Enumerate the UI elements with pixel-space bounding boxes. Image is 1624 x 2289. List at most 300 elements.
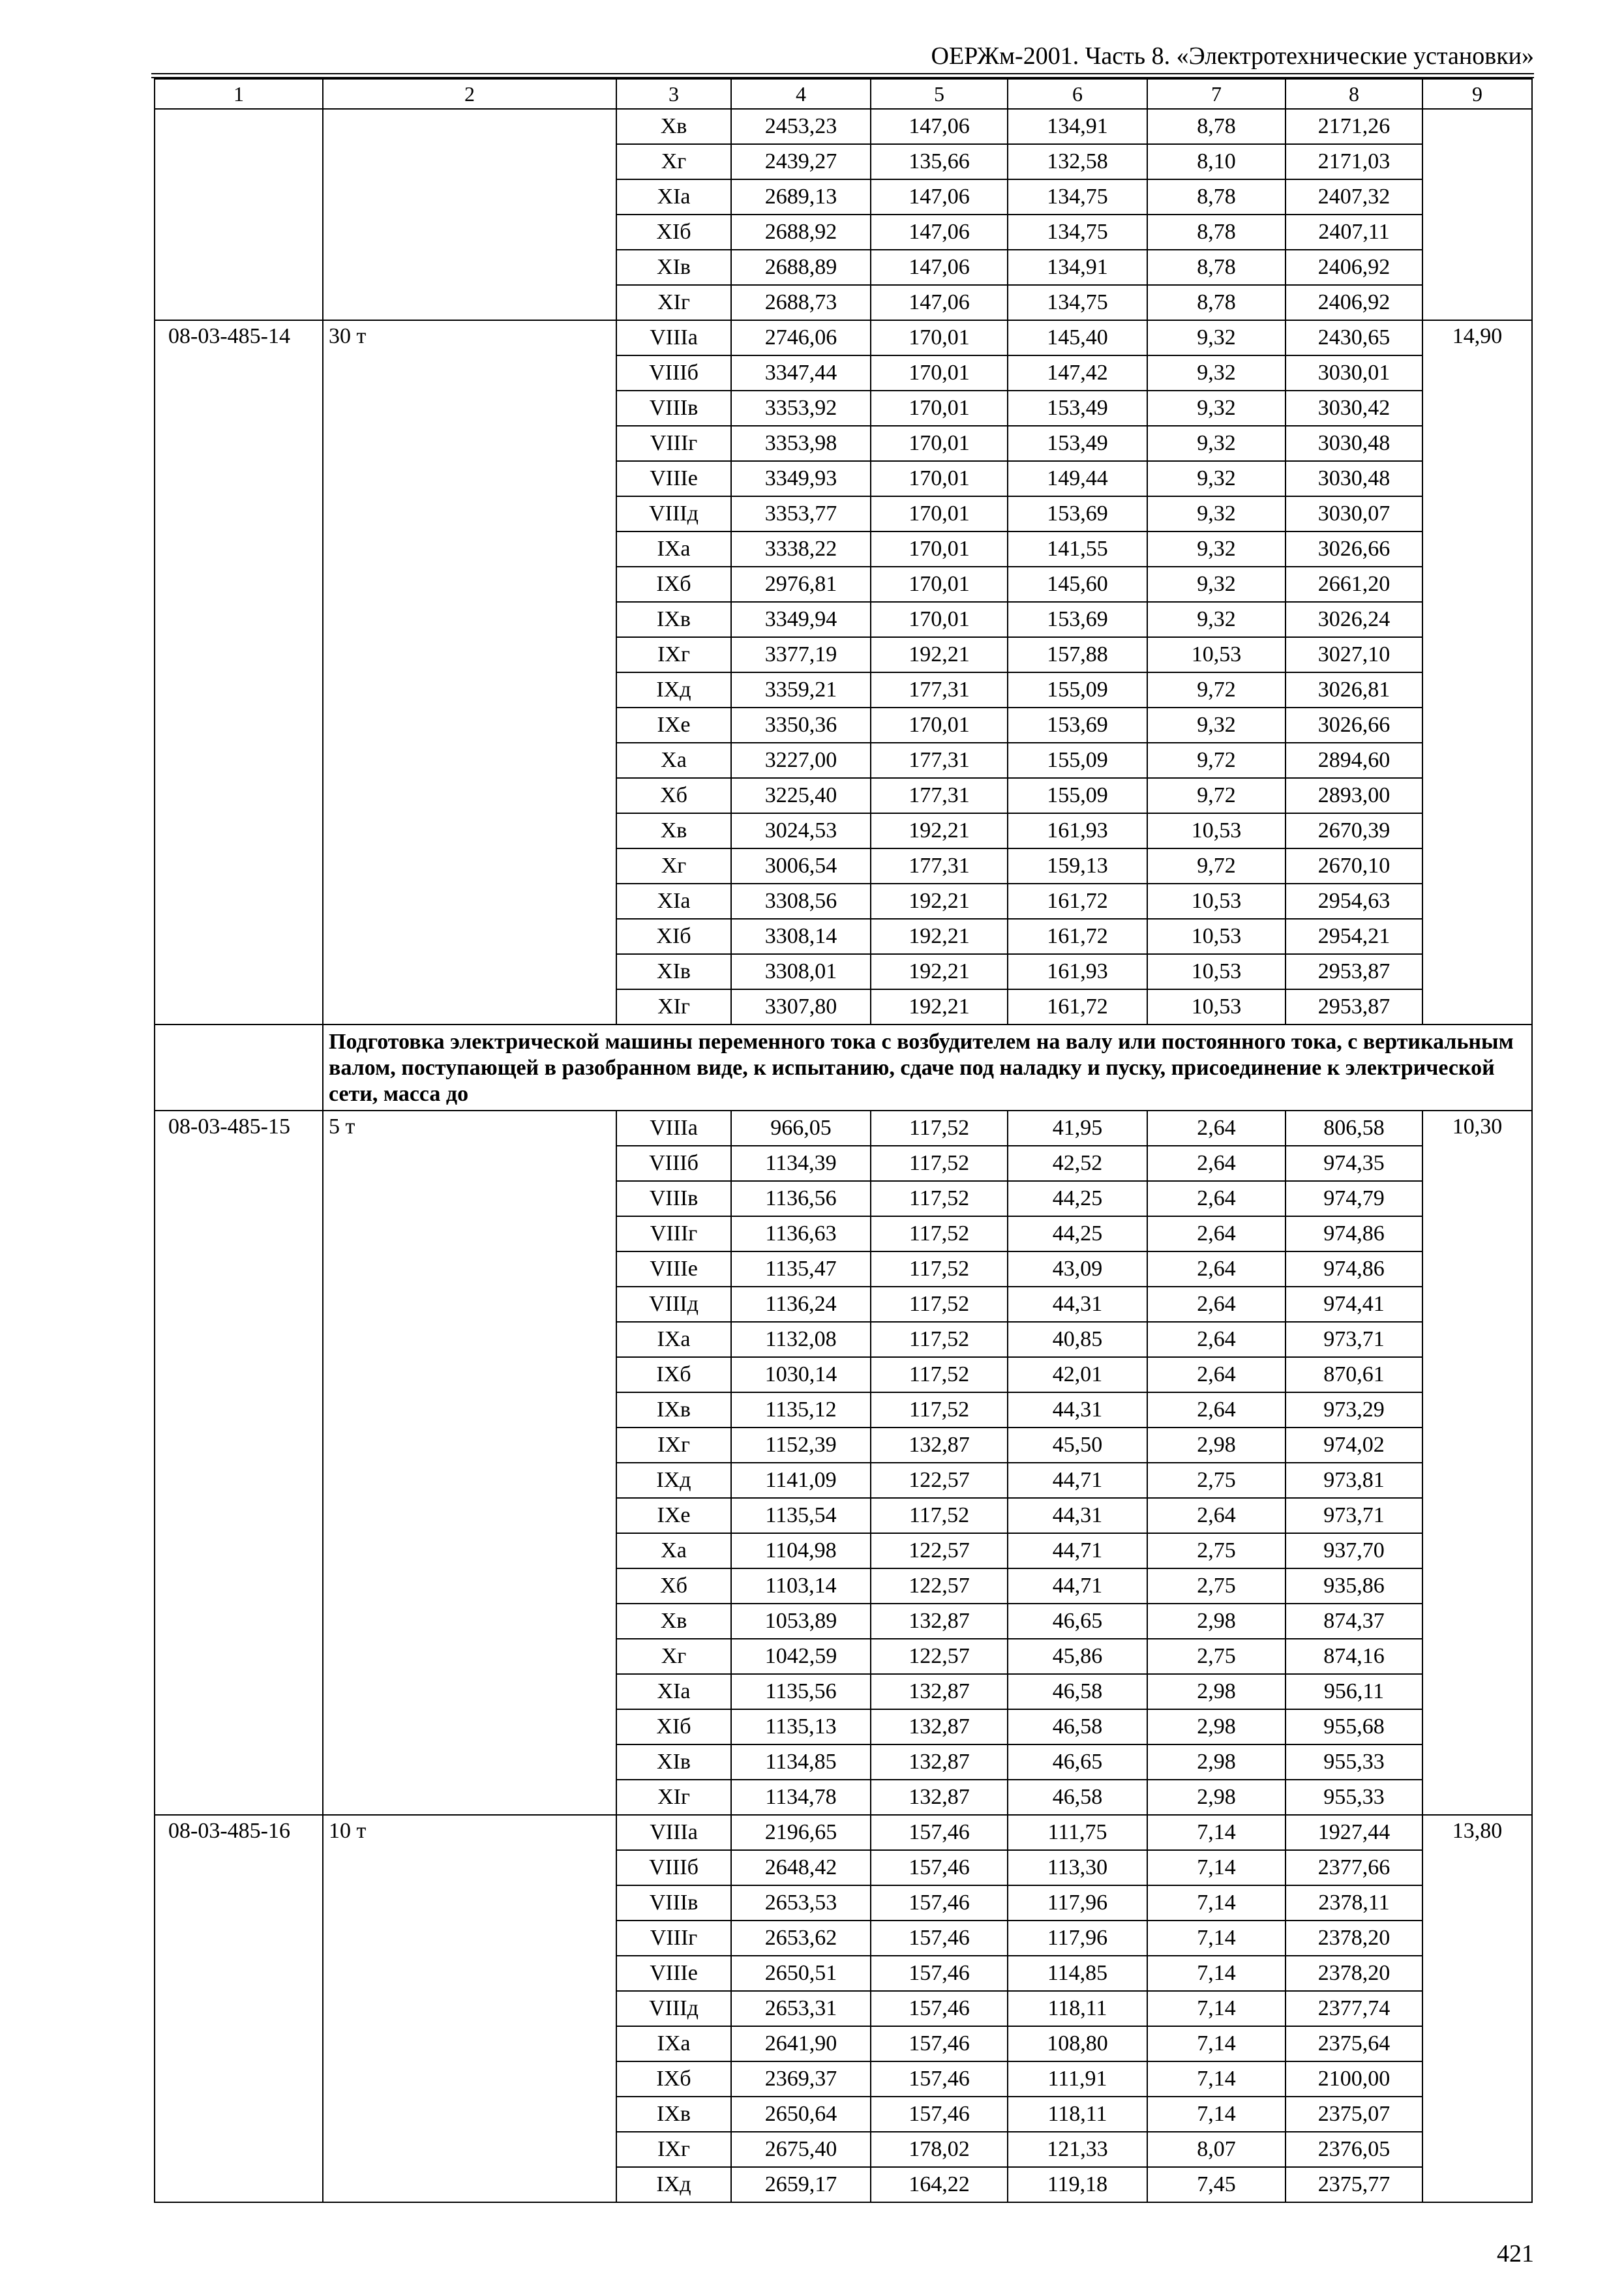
wages-cell: 157,46 xyxy=(871,1885,1008,1921)
materials-cell: 973,81 xyxy=(1286,1463,1422,1498)
machine-cost-cell: 44,71 xyxy=(1008,1533,1147,1568)
wages-cell: 157,46 xyxy=(871,1815,1008,1850)
materials-cell: 2954,63 xyxy=(1286,884,1422,919)
machinist-wages-cell: 8,07 xyxy=(1147,2132,1286,2167)
materials-cell: 2953,87 xyxy=(1286,989,1422,1025)
wages-cell: 122,57 xyxy=(871,1568,1008,1604)
wages-cell: 157,46 xyxy=(871,2061,1008,2097)
materials-cell: 3026,81 xyxy=(1286,672,1422,708)
page-number: 421 xyxy=(1497,2240,1534,2267)
table-row xyxy=(155,1815,1532,1850)
total-cost-cell: 2439,27 xyxy=(731,144,871,179)
total-cost-cell: 3308,01 xyxy=(731,954,871,989)
materials-cell: 2171,26 xyxy=(1286,109,1422,144)
materials-cell: 2378,20 xyxy=(1286,1921,1422,1956)
materials-cell: 2670,10 xyxy=(1286,848,1422,884)
materials-cell: 2954,21 xyxy=(1286,919,1422,954)
total-cost-cell: 1134,39 xyxy=(731,1146,871,1181)
materials-cell: 974,35 xyxy=(1286,1146,1422,1181)
zone-cell: Xа xyxy=(616,743,731,778)
materials-cell: 3030,07 xyxy=(1286,496,1422,531)
machinist-wages-cell: 9,32 xyxy=(1147,531,1286,567)
total-cost-cell: 3225,40 xyxy=(731,778,871,813)
machine-cost-cell: 44,31 xyxy=(1008,1287,1147,1322)
materials-cell: 2377,66 xyxy=(1286,1850,1422,1885)
materials-cell: 2375,77 xyxy=(1286,2167,1422,2202)
wages-cell: 122,57 xyxy=(871,1533,1008,1568)
total-cost-cell: 3347,44 xyxy=(731,355,871,391)
machine-cost-cell: 153,69 xyxy=(1008,496,1147,531)
zone-cell: VIIIв xyxy=(616,1885,731,1921)
zone-cell: IXб xyxy=(616,1357,731,1392)
mass-cell: 10 т xyxy=(323,1815,616,2202)
machinist-wages-cell: 9,32 xyxy=(1147,708,1286,743)
wages-cell: 192,21 xyxy=(871,919,1008,954)
wages-cell: 170,01 xyxy=(871,567,1008,602)
machinist-wages-cell: 7,14 xyxy=(1147,1885,1286,1921)
wages-cell: 132,87 xyxy=(871,1780,1008,1815)
wages-cell: 192,21 xyxy=(871,989,1008,1025)
column-number-row xyxy=(155,79,1532,109)
machine-cost-cell: 161,93 xyxy=(1008,954,1147,989)
wages-cell: 147,06 xyxy=(871,215,1008,250)
total-cost-cell: 1104,98 xyxy=(731,1533,871,1568)
labor-norm-cell: 13,80 xyxy=(1422,1815,1532,2202)
machine-cost-cell: 44,71 xyxy=(1008,1463,1147,1498)
machinist-wages-cell: 10,53 xyxy=(1147,884,1286,919)
materials-cell: 2171,03 xyxy=(1286,144,1422,179)
zone-cell: VIIIг xyxy=(616,1216,731,1251)
materials-cell: 2953,87 xyxy=(1286,954,1422,989)
labor-norm-cell: 14,90 xyxy=(1422,320,1532,1025)
column-number-cell: 1 xyxy=(155,79,323,109)
machine-cost-cell: 43,09 xyxy=(1008,1251,1147,1287)
materials-cell: 2375,07 xyxy=(1286,2097,1422,2132)
total-cost-cell: 2976,81 xyxy=(731,567,871,602)
wages-cell: 132,87 xyxy=(871,1674,1008,1709)
total-cost-cell: 2653,62 xyxy=(731,1921,871,1956)
column-number-cell: 8 xyxy=(1286,79,1422,109)
materials-cell: 2893,00 xyxy=(1286,778,1422,813)
wages-cell: 117,52 xyxy=(871,1111,1008,1146)
machinist-wages-cell: 8,78 xyxy=(1147,215,1286,250)
wages-cell: 170,01 xyxy=(871,708,1008,743)
materials-cell: 874,37 xyxy=(1286,1604,1422,1639)
zone-cell: XIб xyxy=(616,919,731,954)
machinist-wages-cell: 8,78 xyxy=(1147,285,1286,320)
zone-cell: IXа xyxy=(616,2026,731,2061)
machinist-wages-cell: 9,32 xyxy=(1147,426,1286,461)
materials-cell: 974,79 xyxy=(1286,1181,1422,1216)
machine-cost-cell: 153,49 xyxy=(1008,426,1147,461)
total-cost-cell: 2746,06 xyxy=(731,320,871,355)
materials-cell: 2430,65 xyxy=(1286,320,1422,355)
machine-cost-cell: 132,58 xyxy=(1008,144,1147,179)
materials-cell: 955,33 xyxy=(1286,1780,1422,1815)
wages-cell: 170,01 xyxy=(871,461,1008,496)
total-cost-cell: 3349,94 xyxy=(731,602,871,637)
wages-cell: 170,01 xyxy=(871,602,1008,637)
machinist-wages-cell: 2,64 xyxy=(1147,1251,1286,1287)
machine-cost-cell: 161,72 xyxy=(1008,919,1147,954)
materials-cell: 3030,42 xyxy=(1286,391,1422,426)
machinist-wages-cell: 9,72 xyxy=(1147,672,1286,708)
total-cost-cell: 3308,56 xyxy=(731,884,871,919)
table-row xyxy=(155,320,1532,355)
zone-cell: VIIIд xyxy=(616,1991,731,2026)
wages-cell: 192,21 xyxy=(871,637,1008,672)
total-cost-cell: 2675,40 xyxy=(731,2132,871,2167)
zone-cell: XIг xyxy=(616,1780,731,1815)
wages-cell: 157,46 xyxy=(871,1956,1008,1991)
total-cost-cell: 1103,14 xyxy=(731,1568,871,1604)
materials-cell: 870,61 xyxy=(1286,1357,1422,1392)
machine-cost-cell: 44,31 xyxy=(1008,1392,1147,1428)
machine-cost-cell: 141,55 xyxy=(1008,531,1147,567)
zone-cell: IXб xyxy=(616,2061,731,2097)
total-cost-cell: 2196,65 xyxy=(731,1815,871,1850)
machine-cost-cell: 155,09 xyxy=(1008,672,1147,708)
wages-cell: 177,31 xyxy=(871,778,1008,813)
total-cost-cell: 1136,63 xyxy=(731,1216,871,1251)
zone-cell: XIв xyxy=(616,1744,731,1780)
total-cost-cell: 3308,14 xyxy=(731,919,871,954)
zone-cell: XIг xyxy=(616,989,731,1025)
column-number-cell: 5 xyxy=(871,79,1008,109)
machine-cost-cell: 46,58 xyxy=(1008,1674,1147,1709)
wages-cell: 177,31 xyxy=(871,672,1008,708)
machinist-wages-cell: 8,78 xyxy=(1147,109,1286,144)
zone-cell: IXа xyxy=(616,531,731,567)
total-cost-cell: 2688,73 xyxy=(731,285,871,320)
zone-cell: VIIIа xyxy=(616,1815,731,1850)
wages-cell: 157,46 xyxy=(871,1991,1008,2026)
machinist-wages-cell: 2,64 xyxy=(1147,1498,1286,1533)
zone-cell: IXг xyxy=(616,1428,731,1463)
total-cost-cell: 1135,13 xyxy=(731,1709,871,1744)
materials-cell: 974,86 xyxy=(1286,1251,1422,1287)
machinist-wages-cell: 9,72 xyxy=(1147,848,1286,884)
rate-code-cell xyxy=(155,109,323,320)
wages-cell: 132,87 xyxy=(871,1604,1008,1639)
total-cost-cell: 2369,37 xyxy=(731,2061,871,2097)
machine-cost-cell: 46,58 xyxy=(1008,1709,1147,1744)
wages-cell: 177,31 xyxy=(871,848,1008,884)
machine-cost-cell: 118,11 xyxy=(1008,2097,1147,2132)
wages-cell: 117,52 xyxy=(871,1181,1008,1216)
wages-cell: 117,52 xyxy=(871,1251,1008,1287)
wages-cell: 170,01 xyxy=(871,426,1008,461)
machine-cost-cell: 44,25 xyxy=(1008,1181,1147,1216)
total-cost-cell: 2688,89 xyxy=(731,250,871,285)
machine-cost-cell: 149,44 xyxy=(1008,461,1147,496)
wages-cell: 135,66 xyxy=(871,144,1008,179)
machinist-wages-cell: 2,98 xyxy=(1147,1604,1286,1639)
table-row xyxy=(155,109,1532,144)
labor-norm-cell xyxy=(1422,109,1532,320)
zone-cell: XIа xyxy=(616,179,731,215)
machinist-wages-cell: 7,14 xyxy=(1147,2026,1286,2061)
machinist-wages-cell: 8,78 xyxy=(1147,179,1286,215)
materials-cell: 3026,66 xyxy=(1286,708,1422,743)
machinist-wages-cell: 9,72 xyxy=(1147,778,1286,813)
machinist-wages-cell: 10,53 xyxy=(1147,954,1286,989)
machinist-wages-cell: 10,53 xyxy=(1147,919,1286,954)
machine-cost-cell: 117,96 xyxy=(1008,1921,1147,1956)
zone-cell: IXд xyxy=(616,672,731,708)
machinist-wages-cell: 7,14 xyxy=(1147,2097,1286,2132)
zone-cell: VIIIе xyxy=(616,1956,731,1991)
total-cost-cell: 1135,54 xyxy=(731,1498,871,1533)
zone-cell: Xб xyxy=(616,778,731,813)
total-cost-cell: 3359,21 xyxy=(731,672,871,708)
materials-cell: 935,86 xyxy=(1286,1568,1422,1604)
section-description: Подготовка электрической машины переменного тока с возбудителем на валу или постоянного тока, с вертикальным валом, поступающей в разобранном виде, к испытанию, сдаче под наладку и пуску, присоединение к электрической сети, масса до xyxy=(323,1025,1532,1111)
machine-cost-cell: 45,50 xyxy=(1008,1428,1147,1463)
rate-code-cell: 08-03-485-14 xyxy=(155,320,323,1025)
zone-cell: VIIIа xyxy=(616,1111,731,1146)
labor-norm-cell: 10,30 xyxy=(1422,1111,1532,1815)
table-body xyxy=(155,79,1532,2202)
wages-cell: 164,22 xyxy=(871,2167,1008,2202)
materials-cell: 2407,32 xyxy=(1286,179,1422,215)
machinist-wages-cell: 2,98 xyxy=(1147,1780,1286,1815)
section-heading-row xyxy=(155,1025,1532,1111)
machinist-wages-cell: 2,75 xyxy=(1147,1533,1286,1568)
column-number-cell: 4 xyxy=(731,79,871,109)
mass-cell: 30 т xyxy=(323,320,616,1025)
wages-cell: 132,87 xyxy=(871,1428,1008,1463)
machinist-wages-cell: 7,14 xyxy=(1147,1815,1286,1850)
machinist-wages-cell: 2,75 xyxy=(1147,1639,1286,1674)
total-cost-cell: 1135,12 xyxy=(731,1392,871,1428)
machine-cost-cell: 161,72 xyxy=(1008,989,1147,1025)
wages-cell: 170,01 xyxy=(871,496,1008,531)
machinist-wages-cell: 2,64 xyxy=(1147,1392,1286,1428)
machinist-wages-cell: 2,64 xyxy=(1147,1146,1286,1181)
column-number-cell: 2 xyxy=(323,79,616,109)
zone-cell: VIIIб xyxy=(616,355,731,391)
wages-cell: 192,21 xyxy=(871,884,1008,919)
total-cost-cell: 1136,24 xyxy=(731,1287,871,1322)
machinist-wages-cell: 9,32 xyxy=(1147,391,1286,426)
materials-cell: 974,02 xyxy=(1286,1428,1422,1463)
zone-cell: Xв xyxy=(616,813,731,848)
rate-code-cell: 08-03-485-15 xyxy=(155,1111,323,1815)
total-cost-cell: 1132,08 xyxy=(731,1322,871,1357)
materials-cell: 3026,24 xyxy=(1286,602,1422,637)
materials-cell: 974,86 xyxy=(1286,1216,1422,1251)
machinist-wages-cell: 9,32 xyxy=(1147,320,1286,355)
machine-cost-cell: 111,75 xyxy=(1008,1815,1147,1850)
machine-cost-cell: 161,72 xyxy=(1008,884,1147,919)
wages-cell: 170,01 xyxy=(871,531,1008,567)
total-cost-cell: 2650,64 xyxy=(731,2097,871,2132)
total-cost-cell: 2689,13 xyxy=(731,179,871,215)
materials-cell: 956,11 xyxy=(1286,1674,1422,1709)
wages-cell: 157,46 xyxy=(871,1850,1008,1885)
mass-cell: 5 т xyxy=(323,1111,616,1815)
total-cost-cell: 1136,56 xyxy=(731,1181,871,1216)
machinist-wages-cell: 7,45 xyxy=(1147,2167,1286,2202)
wages-cell: 178,02 xyxy=(871,2132,1008,2167)
materials-cell: 3030,01 xyxy=(1286,355,1422,391)
machinist-wages-cell: 2,64 xyxy=(1147,1181,1286,1216)
header-rule xyxy=(151,73,1534,74)
zone-cell: IXе xyxy=(616,708,731,743)
wages-cell: 147,06 xyxy=(871,285,1008,320)
machinist-wages-cell: 8,78 xyxy=(1147,250,1286,285)
wages-cell: 157,46 xyxy=(871,2026,1008,2061)
machinist-wages-cell: 9,32 xyxy=(1147,355,1286,391)
machine-cost-cell: 134,75 xyxy=(1008,285,1147,320)
wages-cell: 117,52 xyxy=(871,1146,1008,1181)
total-cost-cell: 3307,80 xyxy=(731,989,871,1025)
machinist-wages-cell: 9,72 xyxy=(1147,743,1286,778)
total-cost-cell: 1042,59 xyxy=(731,1639,871,1674)
machine-cost-cell: 42,01 xyxy=(1008,1357,1147,1392)
machinist-wages-cell: 2,98 xyxy=(1147,1674,1286,1709)
materials-cell: 974,41 xyxy=(1286,1287,1422,1322)
materials-cell: 2100,00 xyxy=(1286,2061,1422,2097)
machine-cost-cell: 44,31 xyxy=(1008,1498,1147,1533)
total-cost-cell: 2653,31 xyxy=(731,1991,871,2026)
total-cost-cell: 2659,17 xyxy=(731,2167,871,2202)
total-cost-cell: 3353,92 xyxy=(731,391,871,426)
zone-cell: IXв xyxy=(616,1392,731,1428)
total-cost-cell: 3024,53 xyxy=(731,813,871,848)
machinist-wages-cell: 2,98 xyxy=(1147,1428,1286,1463)
machine-cost-cell: 108,80 xyxy=(1008,2026,1147,2061)
machinist-wages-cell: 9,32 xyxy=(1147,496,1286,531)
zone-cell: VIIIд xyxy=(616,1287,731,1322)
machinist-wages-cell: 2,75 xyxy=(1147,1463,1286,1498)
machine-cost-cell: 155,09 xyxy=(1008,778,1147,813)
machinist-wages-cell: 2,64 xyxy=(1147,1216,1286,1251)
zone-cell: VIIIг xyxy=(616,426,731,461)
machinist-wages-cell: 7,14 xyxy=(1147,1921,1286,1956)
machine-cost-cell: 42,52 xyxy=(1008,1146,1147,1181)
machine-cost-cell: 117,96 xyxy=(1008,1885,1147,1921)
zone-cell: VIIIв xyxy=(616,391,731,426)
zone-cell: XIа xyxy=(616,884,731,919)
machine-cost-cell: 111,91 xyxy=(1008,2061,1147,2097)
machinist-wages-cell: 9,32 xyxy=(1147,567,1286,602)
machinist-wages-cell: 7,14 xyxy=(1147,1850,1286,1885)
machinist-wages-cell: 10,53 xyxy=(1147,813,1286,848)
total-cost-cell: 2650,51 xyxy=(731,1956,871,1991)
zone-cell: IXа xyxy=(616,1322,731,1357)
wages-cell: 192,21 xyxy=(871,954,1008,989)
wages-cell: 177,31 xyxy=(871,743,1008,778)
zone-cell: VIIIг xyxy=(616,1921,731,1956)
wages-cell: 132,87 xyxy=(871,1709,1008,1744)
materials-cell: 2670,39 xyxy=(1286,813,1422,848)
machinist-wages-cell: 2,98 xyxy=(1147,1744,1286,1780)
materials-cell: 3030,48 xyxy=(1286,461,1422,496)
zone-cell: VIIIб xyxy=(616,1850,731,1885)
materials-cell: 955,33 xyxy=(1286,1744,1422,1780)
column-number-cell: 6 xyxy=(1008,79,1147,109)
total-cost-cell: 3350,36 xyxy=(731,708,871,743)
machine-cost-cell: 44,71 xyxy=(1008,1568,1147,1604)
wages-cell: 170,01 xyxy=(871,355,1008,391)
total-cost-cell: 1152,39 xyxy=(731,1428,871,1463)
total-cost-cell: 1134,85 xyxy=(731,1744,871,1780)
machinist-wages-cell: 2,98 xyxy=(1147,1709,1286,1744)
materials-cell: 1927,44 xyxy=(1286,1815,1422,1850)
total-cost-cell: 1135,47 xyxy=(731,1251,871,1287)
wages-cell: 157,46 xyxy=(871,1921,1008,1956)
running-header: ОЕРЖм-2001. Часть 8. «Электротехнические установки» xyxy=(931,42,1534,70)
zone-cell: Xв xyxy=(616,1604,731,1639)
column-number-cell: 9 xyxy=(1422,79,1532,109)
total-cost-cell: 2653,53 xyxy=(731,1885,871,1921)
wages-cell: 122,57 xyxy=(871,1639,1008,1674)
wages-cell: 147,06 xyxy=(871,109,1008,144)
machinist-wages-cell: 7,14 xyxy=(1147,1956,1286,1991)
column-number-cell: 3 xyxy=(616,79,731,109)
zone-cell: Xб xyxy=(616,1568,731,1604)
materials-cell: 3026,66 xyxy=(1286,531,1422,567)
machine-cost-cell: 134,75 xyxy=(1008,215,1147,250)
price-table xyxy=(154,78,1533,2203)
materials-cell: 955,68 xyxy=(1286,1709,1422,1744)
zone-cell: XIб xyxy=(616,1709,731,1744)
machinist-wages-cell: 10,53 xyxy=(1147,989,1286,1025)
zone-cell: Xг xyxy=(616,848,731,884)
materials-cell: 3030,48 xyxy=(1286,426,1422,461)
wages-cell: 117,52 xyxy=(871,1322,1008,1357)
materials-cell: 937,70 xyxy=(1286,1533,1422,1568)
materials-cell: 973,29 xyxy=(1286,1392,1422,1428)
machine-cost-cell: 147,42 xyxy=(1008,355,1147,391)
machine-cost-cell: 153,49 xyxy=(1008,391,1147,426)
zone-cell: Xг xyxy=(616,144,731,179)
zone-cell: XIб xyxy=(616,215,731,250)
wages-cell: 157,46 xyxy=(871,2097,1008,2132)
total-cost-cell: 3353,98 xyxy=(731,426,871,461)
machine-cost-cell: 145,60 xyxy=(1008,567,1147,602)
materials-cell: 973,71 xyxy=(1286,1322,1422,1357)
machine-cost-cell: 46,65 xyxy=(1008,1604,1147,1639)
machinist-wages-cell: 8,10 xyxy=(1147,144,1286,179)
materials-cell: 2406,92 xyxy=(1286,285,1422,320)
zone-cell: XIг xyxy=(616,285,731,320)
wages-cell: 170,01 xyxy=(871,320,1008,355)
wages-cell: 117,52 xyxy=(871,1216,1008,1251)
materials-cell: 2406,92 xyxy=(1286,250,1422,285)
materials-cell: 3027,10 xyxy=(1286,637,1422,672)
machine-cost-cell: 155,09 xyxy=(1008,743,1147,778)
zone-cell: XIв xyxy=(616,954,731,989)
machinist-wages-cell: 7,14 xyxy=(1147,2061,1286,2097)
wages-cell: 117,52 xyxy=(871,1357,1008,1392)
total-cost-cell: 966,05 xyxy=(731,1111,871,1146)
materials-cell: 2894,60 xyxy=(1286,743,1422,778)
zone-cell: VIIIб xyxy=(616,1146,731,1181)
machine-cost-cell: 134,75 xyxy=(1008,179,1147,215)
wages-cell: 117,52 xyxy=(871,1498,1008,1533)
wages-cell: 122,57 xyxy=(871,1463,1008,1498)
total-cost-cell: 3377,19 xyxy=(731,637,871,672)
materials-cell: 806,58 xyxy=(1286,1111,1422,1146)
total-cost-cell: 3006,54 xyxy=(731,848,871,884)
materials-cell: 973,71 xyxy=(1286,1498,1422,1533)
total-cost-cell: 3349,93 xyxy=(731,461,871,496)
zone-cell: IXг xyxy=(616,637,731,672)
zone-cell: XIа xyxy=(616,1674,731,1709)
